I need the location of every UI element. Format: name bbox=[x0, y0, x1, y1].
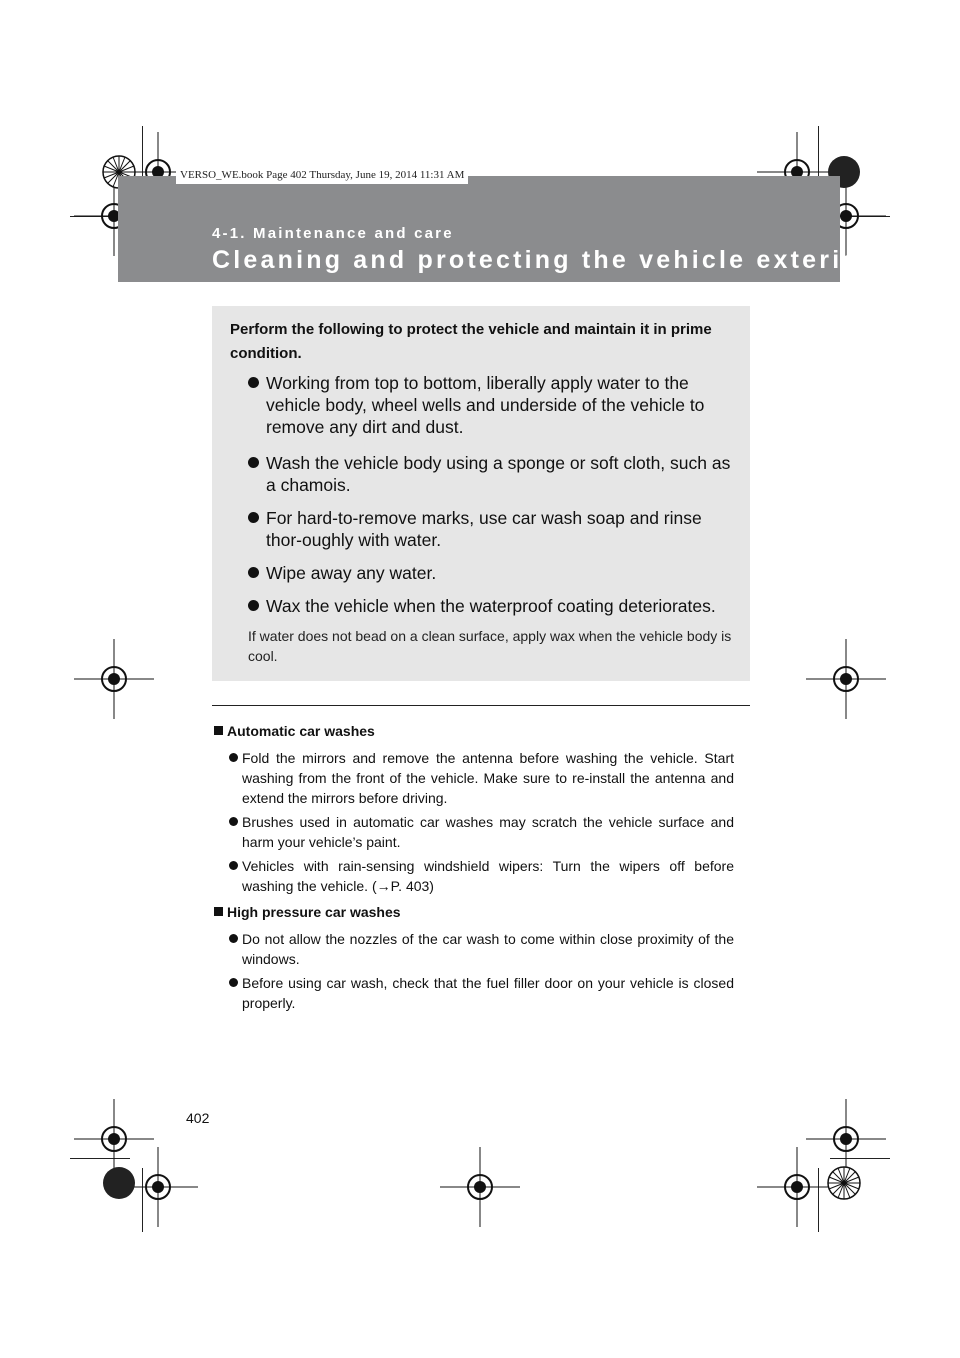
list-item-text: Wipe away any water. bbox=[266, 563, 437, 583]
list-item-text: For hard-to-remove marks, use car wash soap and rinse thor-oughly with water. bbox=[266, 508, 702, 550]
list-item bbox=[248, 507, 732, 551]
bullet-icon bbox=[248, 567, 259, 578]
note-heading-high-pressure: High pressure car washes bbox=[214, 904, 401, 920]
section-label: 4-1. Maintenance and care bbox=[212, 225, 454, 242]
page-title: Cleaning and protecting the vehicle exterior bbox=[212, 246, 874, 274]
bullet-icon bbox=[229, 978, 238, 987]
starburst-mark-icon bbox=[819, 1158, 869, 1208]
bullet-icon bbox=[229, 753, 238, 762]
list-item bbox=[248, 452, 732, 496]
list-item: Fold the mirrors and remove the antenna before washing the vehicle. Start washing from the front of the vehicle. Make sure to re-install the antenna and extend the mirrors before driving. bbox=[242, 748, 734, 808]
list-item: Vehicles with rain-sensing windshield wipers: Turn the wipers off before washing the vehicle. (→P. 403) bbox=[242, 856, 734, 896]
bullet-icon bbox=[229, 817, 238, 826]
list-item-text: Working from top to bottom, liberally apply water to the vehicle body, wheel wells and underside of the vehicle to remove any dirt and dust. bbox=[266, 373, 705, 437]
square-bullet-icon bbox=[214, 726, 223, 735]
list-item bbox=[248, 372, 732, 438]
list-item: Brushes used in automatic car washes may scratch the vehicle surface and harm your vehicle’s paint. bbox=[242, 812, 734, 852]
registration-crosshair-icon bbox=[440, 1147, 520, 1227]
bullet-icon bbox=[229, 934, 238, 943]
bullet-icon bbox=[248, 457, 259, 468]
list-item bbox=[248, 595, 732, 617]
square-bullet-icon bbox=[214, 907, 223, 916]
page-number: 402 bbox=[186, 1110, 210, 1126]
list-item: Before using car wash, check that the fuel filler door on your vehicle is closed properly. bbox=[242, 973, 734, 1013]
bullet-icon bbox=[248, 512, 259, 523]
book-stamp: VERSO_WE.book Page 402 Thursday, June 19, 2014 11:31 AM bbox=[176, 166, 468, 184]
bullet-icon bbox=[229, 861, 238, 870]
note-heading-automatic: Automatic car washes bbox=[214, 723, 375, 739]
divider bbox=[212, 705, 750, 706]
bullet-icon bbox=[248, 600, 259, 611]
list-item-text: Wash the vehicle body using a sponge or soft cloth, such as a chamois. bbox=[266, 453, 731, 495]
intro-note: If water does not bead on a clean surface, apply wax when the vehicle body is cool. bbox=[248, 628, 732, 664]
list-item-text: Wax the vehicle when the waterproof coating deteriorates. bbox=[266, 596, 716, 616]
registration-crosshair-icon bbox=[806, 639, 886, 719]
solid-circle-mark-icon bbox=[94, 1158, 144, 1208]
registration-crosshair-icon bbox=[74, 639, 154, 719]
list-item: Do not allow the nozzles of the car wash to come within close proximity of the windows. bbox=[242, 929, 734, 969]
list-item bbox=[248, 562, 732, 584]
bullet-icon bbox=[248, 377, 259, 388]
intro-lead: Perform the following to protect the vehicle and maintain it in prime condition. bbox=[230, 321, 712, 362]
